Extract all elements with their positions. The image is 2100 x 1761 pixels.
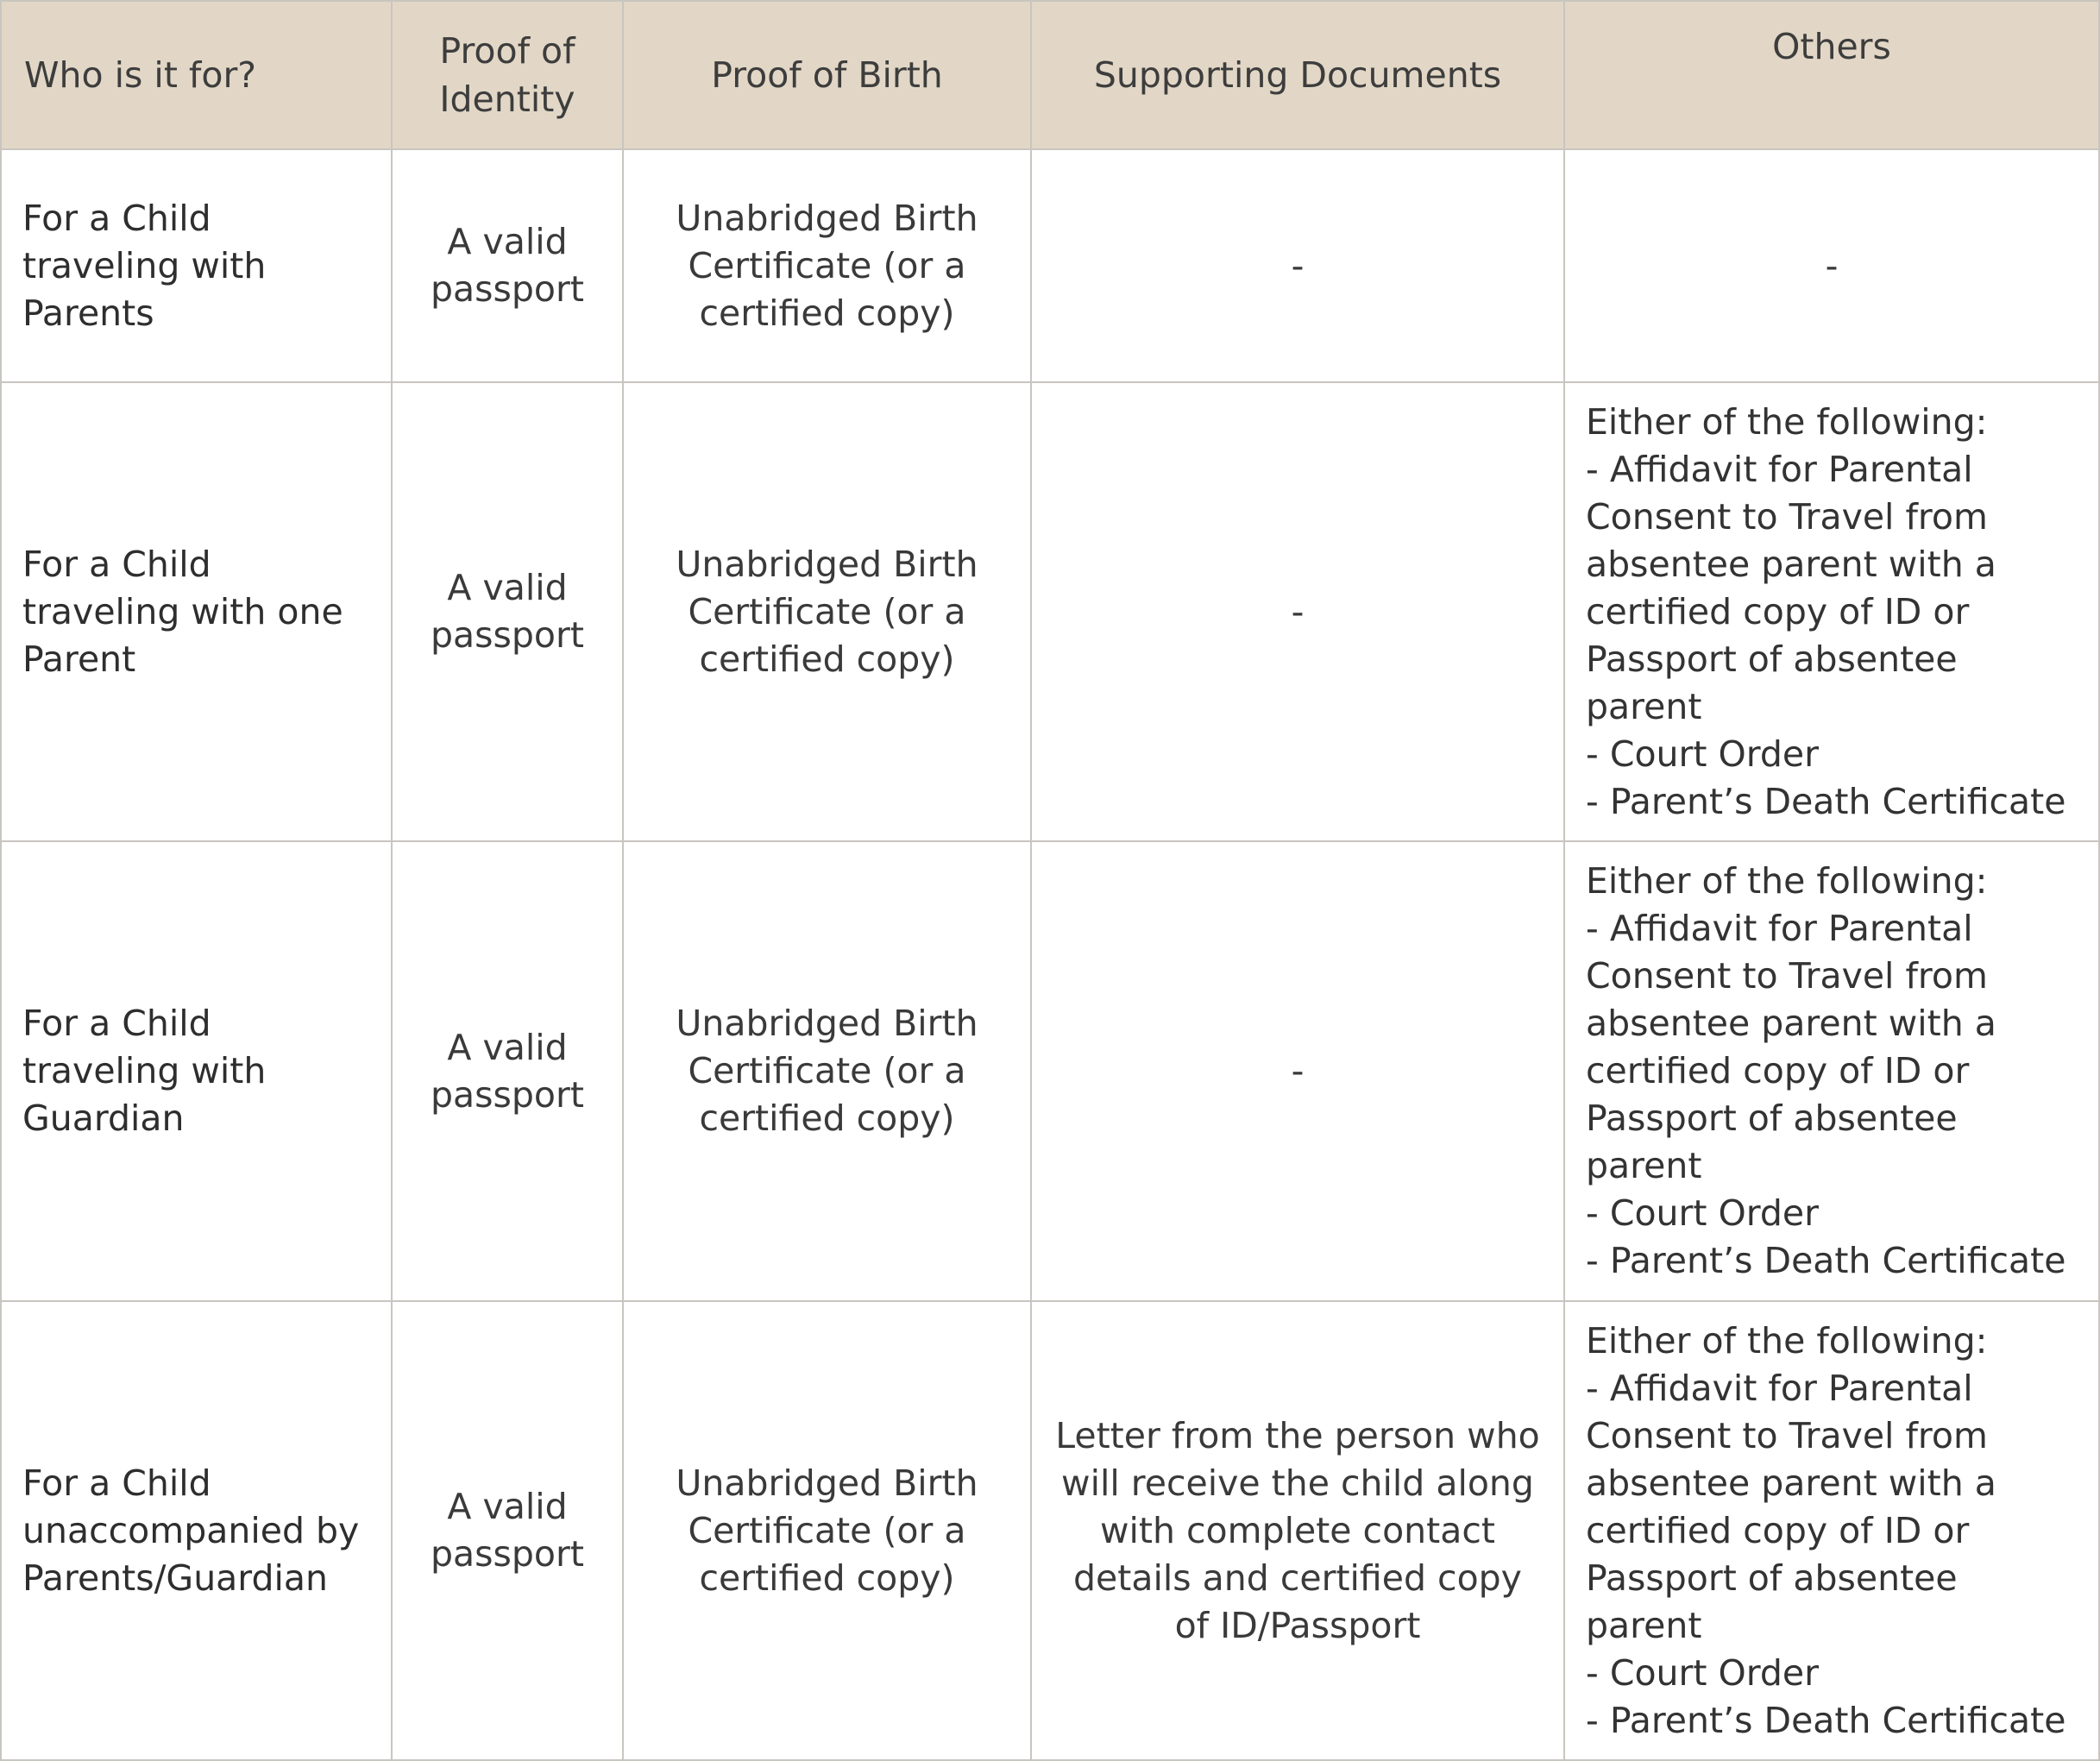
identity-cell: A valid passport [392,149,623,382]
identity-cell: A valid passport [392,1301,623,1760]
header-row [1,1,2099,149]
birth-cell: Unabridged Birth Certificate (or a certified copy) [623,841,1031,1301]
supporting-cell: - [1031,841,1564,1301]
table-row [1,149,2099,382]
header-supporting-documents: Supporting Documents [1031,1,1564,149]
others-intro: Either of the following: [1586,400,1988,443]
header-who: Who is it for? [1,1,392,149]
birth-cell: Unabridged Birth Certificate (or a certified copy) [623,382,1031,841]
supporting-cell: - [1031,149,1564,382]
table-row [1,1301,2099,1760]
header-proof-of-birth: Proof of Birth [623,1,1031,149]
others-intro: Either of the following: [1586,860,1988,902]
header-others: Others [1564,1,2099,149]
others-cell [1564,841,2099,1301]
who-cell: For a Child traveling with one Parent [1,382,392,841]
others-item: - Affidavit for Parental Consent to Travel from absentee parent with a certified copy of ID or Passport of absentee parent [1586,448,1996,727]
others-cell [1564,382,2099,841]
who-cell: For a Child traveling with Parents [1,149,392,382]
others-cell [1564,1301,2099,1760]
who-cell: For a Child traveling with Guardian [1,841,392,1301]
table-row [1,841,2099,1301]
birth-cell: Unabridged Birth Certificate (or a certified copy) [623,149,1031,382]
identity-cell: A valid passport [392,382,623,841]
others-item: - Parent’s Death Certificate [1586,1699,2066,1741]
others-item: - Court Order [1586,733,1820,775]
header-proof-of-identity: Proof of Identity [392,1,623,149]
supporting-cell: - [1031,382,1564,841]
table-row [1,382,2099,841]
others-item: - Affidavit for Parental Consent to Travel from absentee parent with a certified copy of ID or Passport of absentee parent [1586,908,1996,1186]
supporting-cell: Letter from the person who will receive the child along with complete contact details and certified copy of ID/Passport [1031,1301,1564,1760]
others-item: - Parent’s Death Certificate [1586,780,2066,822]
identity-cell: A valid passport [392,841,623,1301]
others-item: - Court Order [1586,1651,1820,1694]
others-item: - Court Order [1586,1192,1820,1234]
others-item: - Affidavit for Parental Consent to Travel from absentee parent with a certified copy of ID or Passport of absentee parent [1586,1367,1996,1646]
others-cell: - [1564,149,2099,382]
who-cell: For a Child unaccompanied by Parents/Guardian [1,1301,392,1760]
birth-cell: Unabridged Birth Certificate (or a certified copy) [623,1301,1031,1760]
others-item: - Parent’s Death Certificate [1586,1240,2066,1281]
others-intro: Either of the following: [1586,1319,1988,1362]
